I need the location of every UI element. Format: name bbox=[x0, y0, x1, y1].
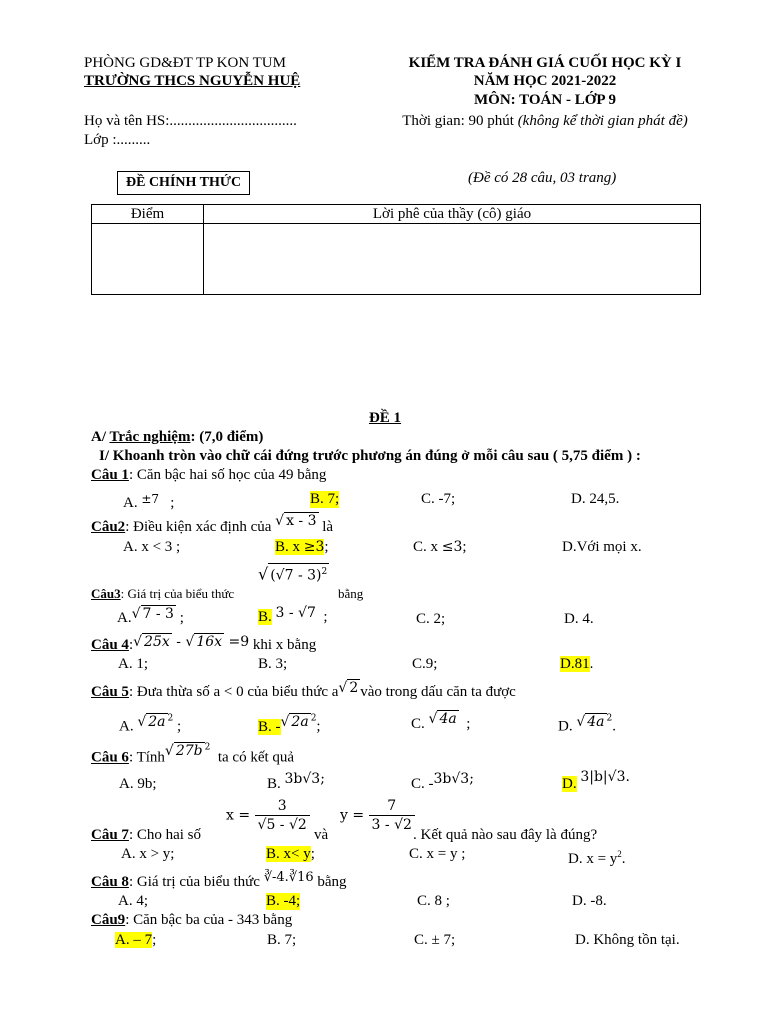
section-a-title: Trắc nghiệm bbox=[109, 429, 191, 445]
question-3 bbox=[91, 585, 234, 602]
q3-option-a[interactable]: A.√ 7 - 3 ; bbox=[117, 606, 184, 626]
q7-option-c[interactable]: C. x = y ; bbox=[409, 846, 466, 862]
comment-header: Lời phê của thầy (cô) giáo bbox=[204, 205, 701, 224]
exam-title: KIỂM TRA ĐÁNH GIÁ CUỐI HỌC KỲ I bbox=[408, 55, 682, 71]
q8-option-d[interactable]: D. -8. bbox=[572, 893, 607, 909]
q1-option-a[interactable] bbox=[123, 491, 174, 512]
question-text: : Giá trị của biểu thức bbox=[120, 586, 235, 601]
option-letter: A. bbox=[117, 610, 132, 626]
q3-text-end: bằng bbox=[338, 586, 364, 601]
question-text: : Giá trị của biểu thức bbox=[128, 874, 260, 890]
option-letter: D. x = y bbox=[568, 851, 618, 867]
grade-header: Điểm bbox=[92, 205, 204, 224]
question-label: Câu2 bbox=[91, 519, 126, 535]
radical-expression: 2 bbox=[349, 680, 359, 696]
expression-equals: =9 bbox=[224, 634, 250, 650]
question-label: Câu9 bbox=[91, 912, 126, 928]
section-a-prefix: A/ bbox=[91, 429, 110, 445]
option-end: ; bbox=[170, 495, 175, 511]
q8-option-c[interactable]: C. 8 ; bbox=[417, 893, 450, 909]
option-letter: B. bbox=[267, 776, 281, 792]
q7-x-definition bbox=[226, 797, 310, 834]
school-name: TRƯỜNG THCS NGUYỄN HUỆ bbox=[84, 73, 301, 89]
question-text: : Điều kiện xác định của bbox=[125, 519, 272, 535]
question-label: Câu 1 bbox=[91, 467, 129, 483]
q4-option-b[interactable]: B. 3; bbox=[258, 656, 288, 672]
time-label: Thời gian: 90 phút bbox=[402, 113, 518, 129]
option-end: ; bbox=[323, 609, 328, 625]
option-math: 3b√3; bbox=[284, 771, 325, 787]
option-end: ; bbox=[462, 539, 467, 555]
q4-option-d[interactable] bbox=[560, 656, 593, 673]
option-math: ≥3 bbox=[303, 539, 325, 555]
question-label: Câu 7 bbox=[91, 827, 129, 843]
q9-option-c[interactable]: C. ± 7; bbox=[414, 932, 456, 948]
q7-y-definition bbox=[340, 797, 415, 834]
q5-option-a[interactable]: A. √ 2a $^2$ ; bbox=[119, 713, 182, 735]
q8-option-b[interactable]: B. -4; bbox=[266, 893, 301, 909]
q1-option-b[interactable]: B. 7; bbox=[310, 491, 340, 507]
y-fraction bbox=[369, 797, 415, 834]
option-letter: A. – 7 bbox=[115, 932, 153, 948]
q3-option-b[interactable] bbox=[258, 605, 328, 626]
question-text: : Cho hai số bbox=[128, 827, 202, 843]
q1-option-c[interactable]: C. -7; bbox=[421, 491, 456, 507]
option-end: ; bbox=[152, 932, 157, 948]
question-text: : Căn bậc hai số học của 49 bằng bbox=[128, 467, 327, 483]
q7-and: và bbox=[314, 827, 329, 843]
expression-operator: - bbox=[171, 634, 186, 650]
option-math: 2a bbox=[148, 713, 166, 730]
q9-option-a[interactable] bbox=[115, 932, 156, 949]
time-line bbox=[370, 113, 720, 130]
q9-option-d[interactable]: D. Không tồn tại. bbox=[575, 932, 680, 948]
option-math: 7 - 3 bbox=[142, 606, 174, 622]
option-math: 2a bbox=[291, 713, 309, 730]
y-numerator: 7 bbox=[369, 797, 415, 816]
option-end: ; bbox=[310, 846, 315, 862]
option-letter: C. x bbox=[413, 539, 439, 555]
question-text-end: bằng bbox=[317, 874, 347, 890]
q5-option-b[interactable]: B. -√ 2a $^2$; bbox=[258, 713, 321, 735]
question-text-end: ta có kết quả bbox=[217, 749, 295, 766]
subject-line: MÔN: TOÁN - LỚP 9 bbox=[474, 92, 616, 108]
option-end: ; bbox=[179, 610, 184, 626]
question-label: Câu 6 bbox=[91, 749, 129, 766]
x-fraction bbox=[255, 797, 310, 834]
option-exponent: 2 bbox=[617, 849, 622, 859]
x-lhs: x = bbox=[226, 807, 251, 824]
q5-option-c[interactable]: C. √ 4a ; bbox=[411, 711, 471, 732]
y-lhs: y = bbox=[340, 807, 365, 824]
q7-option-d[interactable] bbox=[568, 846, 626, 868]
option-end: ; bbox=[324, 539, 329, 555]
x-numerator: 3 bbox=[255, 797, 310, 816]
option-letter: A. bbox=[123, 495, 138, 511]
option-end: ; bbox=[316, 718, 321, 735]
question-label: Câu 4 bbox=[91, 637, 129, 653]
option-end: . bbox=[612, 718, 617, 735]
question-text: khi x bằng bbox=[249, 637, 317, 653]
option-letter: D. bbox=[558, 718, 573, 735]
option-math: 4a bbox=[439, 711, 457, 727]
option-letter: B. - bbox=[258, 718, 281, 735]
q2-option-a[interactable]: A. x < 3 ; bbox=[123, 539, 181, 555]
q7-option-a[interactable]: A. x > y; bbox=[121, 846, 175, 862]
q8-option-a[interactable]: A. 4; bbox=[118, 893, 148, 909]
option-end: . bbox=[621, 851, 626, 867]
time-note: (không kể thời gian phát đề) bbox=[517, 113, 688, 129]
q2-option-c[interactable] bbox=[413, 539, 467, 556]
comment-cell bbox=[204, 224, 701, 295]
y-denominator: 3 - √2 bbox=[371, 817, 412, 833]
q6-option-b[interactable] bbox=[267, 771, 325, 793]
department-name: PHÒNG GD&ĐT TP KON TUM bbox=[84, 55, 286, 71]
question-label: Câu 5 bbox=[91, 684, 129, 700]
question-9 bbox=[91, 912, 292, 929]
radical-expression: 27b bbox=[175, 742, 203, 759]
option-end: . bbox=[589, 656, 594, 672]
official-exam-box: ĐỀ CHÍNH THỨC bbox=[117, 171, 250, 195]
option-letter: C. - bbox=[411, 776, 434, 792]
question-5: Câu 5: Đưa thừa số a < 0 của biểu thức a√ 2 vào trong dấu căn ta được bbox=[91, 680, 516, 700]
section-a-suffix: : (7,0 điểm) bbox=[190, 429, 264, 445]
option-letter: B. x< y bbox=[266, 846, 311, 862]
question-2: Câu2: Điều kiện xác định của √ x - 3 là bbox=[91, 513, 334, 535]
q9-option-b[interactable]: B. 7; bbox=[267, 932, 297, 948]
question-text-end: là bbox=[322, 519, 334, 535]
option-letter: B. bbox=[258, 609, 272, 625]
q3-option-c[interactable]: C. 2; bbox=[416, 611, 446, 627]
radical-expression-1: 25x bbox=[144, 634, 170, 650]
option-letter: B. x bbox=[275, 539, 301, 555]
exam-code: ĐỀ 1 bbox=[368, 410, 402, 426]
question-text: : Căn bậc ba của - 343 bằng bbox=[125, 912, 293, 928]
option-math: 3 - √7 bbox=[275, 605, 316, 621]
school-year: NĂM HỌC 2021-2022 bbox=[473, 73, 617, 89]
exponent: 2 bbox=[321, 567, 328, 577]
grade-table bbox=[91, 204, 701, 295]
q6-option-d[interactable] bbox=[562, 769, 630, 793]
option-math: 4a bbox=[587, 713, 605, 730]
q3-expression: √ (√7 - 3)$^2$ bbox=[258, 564, 328, 584]
option-end: ; bbox=[466, 716, 471, 732]
q4-option-a[interactable]: A. 1; bbox=[118, 656, 148, 672]
question-1 bbox=[91, 467, 326, 484]
option-letter: A. bbox=[119, 718, 134, 735]
q6-option-a[interactable]: A. 9b; bbox=[119, 776, 157, 792]
q7-option-b[interactable] bbox=[266, 846, 315, 863]
question-text: : Tính bbox=[128, 749, 165, 766]
radical-expression-2: 16x bbox=[196, 634, 223, 650]
q2-option-b[interactable] bbox=[275, 539, 329, 556]
radical-expression: x - 3 bbox=[286, 513, 317, 529]
option-math: ≤3 bbox=[441, 539, 463, 555]
question-text: : Đưa thừa số a < 0 của biểu thức a bbox=[128, 684, 339, 700]
option-math: 3b√3; bbox=[433, 771, 474, 787]
cube-root-expression: ∛-4.∛16 bbox=[263, 870, 314, 885]
q2-option-d[interactable]: D.Với mọi x. bbox=[562, 539, 642, 555]
question-7 bbox=[91, 827, 201, 844]
question-6: Câu 6: Tính√ 27b $^2$ ta có kết quả bbox=[91, 742, 295, 766]
question-8 bbox=[91, 870, 347, 891]
q4-option-c[interactable]: C.9; bbox=[412, 656, 438, 672]
q5-option-d[interactable]: D. √ 4a $^2$. bbox=[558, 713, 617, 735]
class-line: Lớp :......... bbox=[84, 132, 151, 148]
q7-text-end: . Kết quả nào sau đây là đúng? bbox=[413, 827, 598, 843]
q6-option-c[interactable] bbox=[411, 771, 474, 793]
option-end: ; bbox=[177, 718, 182, 735]
pages-note: (Đề có 28 câu, 03 trang) bbox=[468, 170, 617, 186]
option-letter: D.81 bbox=[560, 656, 590, 672]
instruction-line: I/ Khoanh tròn vào chữ cái đứng trước phương án đúng ở mỗi câu sau ( 5,75 điểm ) : bbox=[99, 448, 641, 464]
x-denominator: √5 - √2 bbox=[257, 817, 307, 833]
grade-cell bbox=[92, 224, 204, 295]
q1-option-d[interactable]: D. 24,5. bbox=[571, 491, 620, 507]
q3-option-d[interactable]: D. 4. bbox=[564, 611, 594, 627]
section-a-heading bbox=[91, 429, 263, 446]
question-label: Câu 8 bbox=[91, 874, 129, 890]
radical-expression: (√7 - 3) bbox=[270, 567, 322, 584]
question-4: Câu 4:√ 25x - √ 16x =9 khi x bằng bbox=[91, 634, 317, 653]
option-letter: C. bbox=[411, 716, 425, 732]
option-math: 3|b|√3. bbox=[580, 769, 630, 785]
student-name-line: Họ và tên HS:.................................. bbox=[84, 113, 297, 129]
question-text-end: vào trong dấu căn ta được bbox=[360, 684, 516, 700]
question-label: Câu3 bbox=[91, 586, 121, 601]
option-letter: D. bbox=[562, 776, 577, 792]
option-math: ±7 bbox=[141, 492, 160, 506]
